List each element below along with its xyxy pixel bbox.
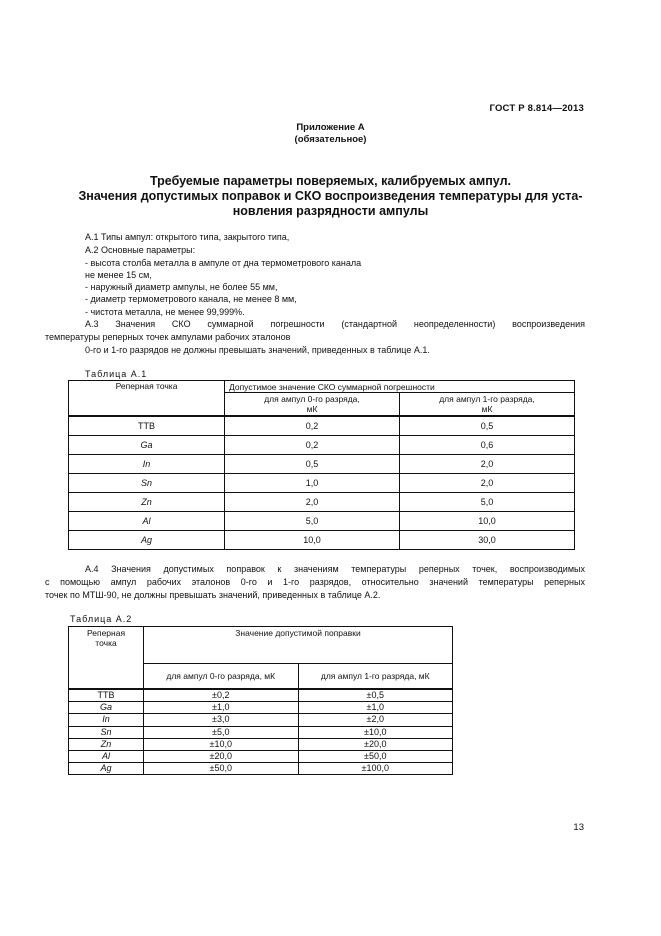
table-row: Al ±20,0 ±50,0 (69, 750, 453, 762)
table-row: In ±3,0 ±2,0 (69, 714, 453, 726)
table2-header-group: Значение допустимой поправки (144, 627, 453, 664)
table-a1 (68, 380, 575, 550)
appendix-title: Приложение А (296, 122, 365, 133)
paragraph-a3-line2: температуры реперных точек ампулами рабочих эталонов (45, 332, 291, 342)
body-line: А.2 Основные параметры: (85, 245, 196, 255)
table1-caption: Таблица А.1 (85, 369, 148, 379)
table1-header-group: Допустимое значение СКО суммарной погрешности (225, 381, 575, 393)
paragraph-a4-line3: точек по МТШ-90, не должны превышать значений, приведенных в таблице А.2. (45, 590, 381, 600)
table-row: Ga 0,2 0,6 (69, 436, 575, 455)
body-line: - диаметр термометрового канала, не менее 8 мм, (85, 294, 297, 304)
body-line: не менее 15 см, (85, 270, 152, 280)
table-row: Sn ±5,0 ±10,0 (69, 726, 453, 738)
body-line: - наружный диаметр ампулы, не более 55 мм, (85, 282, 278, 292)
table2-header-point: Реперная точка (69, 627, 144, 690)
table-row: Ag ±50,0 ±100,0 (69, 763, 453, 775)
table-row: Sn 1,0 2,0 (69, 474, 575, 493)
document-code: ГОСТ Р 8.814—2013 (489, 103, 584, 114)
appendix-heading (0, 122, 661, 146)
table-row: Zn 2,0 5,0 (69, 493, 575, 512)
body-line: - чистота металла, не менее 99,999%. (85, 307, 245, 317)
table-row: Ag 10,0 30,0 (69, 531, 575, 550)
table1-header-col1: для ампул 1-го разряда, мК (400, 393, 575, 417)
table2-header-col0: для ампул 0-го разряда, мК (144, 664, 299, 690)
paragraph-a4-line1: А.4 Значения допустимых поправок к значениям температуры реперных точек, воспроизводимых (85, 564, 585, 574)
title-line: новления разрядности ампулы (232, 204, 429, 218)
page-number: 13 (573, 822, 584, 833)
body-line: А.1 Типы ампул: открытого типа, закрытого типа, (85, 232, 290, 242)
page-title (0, 174, 661, 219)
title-line: Значения допустимых поправок и СКО воспроизведения температуры для уста- (78, 189, 583, 203)
table-row: Al 5,0 10,0 (69, 512, 575, 531)
paragraph-a3-line1: А.3 Значения СКО суммарной погрешности (стандартной неопределенности) воспроизведения (85, 319, 585, 329)
table-row: Zn ±10,0 ±20,0 (69, 738, 453, 750)
appendix-status: (обязательное) (294, 134, 367, 145)
paragraph-a3-line3: 0-го и 1-го разрядов не должны превышать значений, приведенных в таблице А.1. (85, 345, 430, 355)
table2-caption: Таблица А.2 (70, 614, 133, 624)
table1-header-col0: для ампул 0-го разряда, мК (225, 393, 400, 417)
table-row: In 0,5 2,0 (69, 455, 575, 474)
table1-header-point: Реперная точка (69, 381, 225, 417)
table-a2 (68, 626, 453, 775)
table-row: ТТВ ±0,2 ±0,5 (69, 689, 453, 702)
body-line: - высота столба металла в ампуле от дна термометрового канала (85, 258, 362, 268)
paragraph-a4-line2: с помощью ампул рабочих эталонов 0-го и 1-го разрядов, относительно значений температуры реперных (45, 577, 585, 587)
title-line: Требуемые параметры поверяемых, калибруемых ампул. (149, 174, 511, 188)
table2-header-col1: для ампул 1-го разряда, мК (298, 664, 453, 690)
table-row: Ga ±1,0 ±1,0 (69, 702, 453, 714)
table-row: ТТВ 0,2 0,5 (69, 416, 575, 436)
